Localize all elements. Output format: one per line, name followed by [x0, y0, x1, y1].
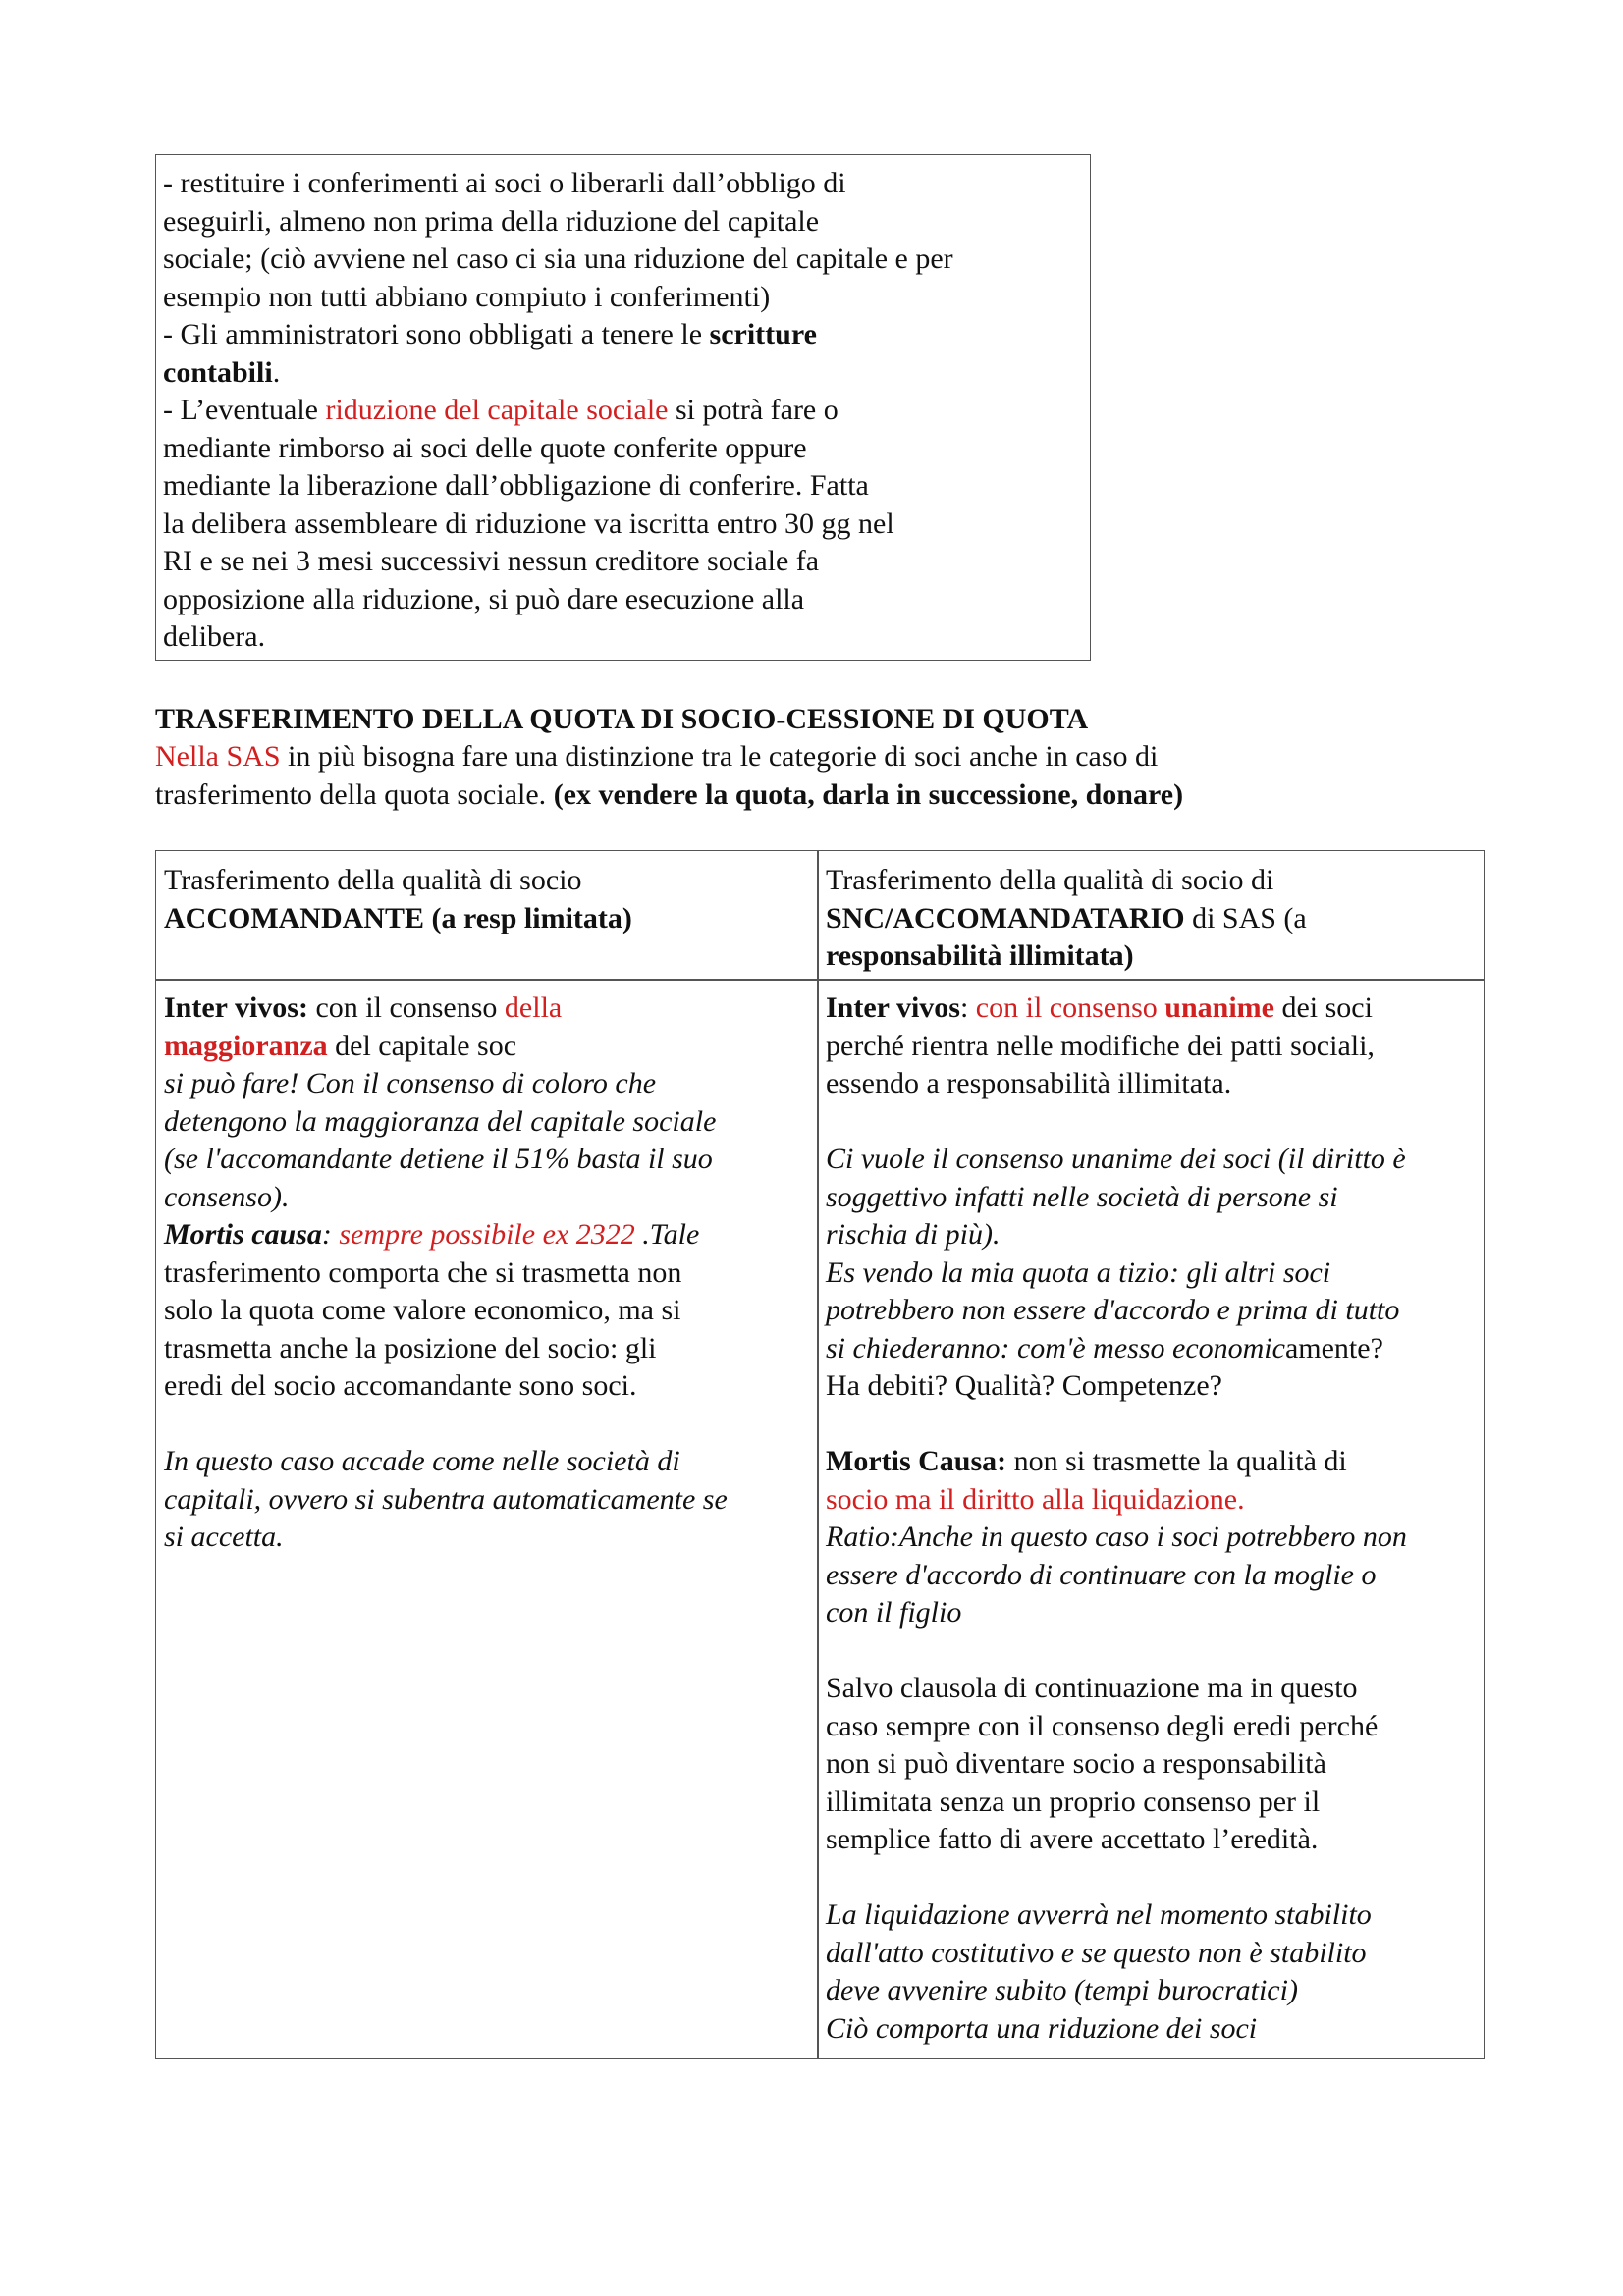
- table-header-divider: [155, 979, 1485, 981]
- spacer: [164, 1406, 807, 1444]
- text-line: Ratio:Anche in questo caso i soci potrebbero non: [826, 1521, 1407, 1554]
- text-line: mediante la liberazione dall’obbligazione di conferire. Fatta: [163, 469, 869, 502]
- text-line: eredi del socio accomandante sono soci.: [164, 1369, 637, 1402]
- text-line: non si può diventare socio a responsabilità: [826, 1747, 1326, 1781]
- text-line: detengono la maggioranza del capitale sociale: [164, 1104, 717, 1138]
- text-line: responsabilità illimitata): [826, 939, 1134, 972]
- bold-term: Inter vivos: [826, 991, 960, 1024]
- bold-term: Inter vivos:: [164, 991, 308, 1024]
- text-line: Trasferimento della qualità di socio: [164, 864, 582, 896]
- text-line: [155, 738, 1183, 776]
- text-line: rischia di più).: [826, 1218, 1001, 1252]
- text-line: Es vendo la mia quota a tizio: gli altri soci: [826, 1255, 1331, 1289]
- text-line: La liquidazione avverrà nel momento stabilito: [826, 1898, 1372, 1932]
- text-line: [826, 989, 1479, 1028]
- table-cell-accomandante: [164, 989, 807, 1557]
- text-line: [826, 1330, 1479, 1368]
- text-span: si chiederanno: com'è messo economic: [826, 1331, 1285, 1364]
- table-cell-accomandatario: [826, 989, 1479, 2048]
- table-header-accomandatario: [826, 862, 1479, 976]
- highlight-red-bold: maggioranza: [164, 1029, 328, 1062]
- text-span: amente?: [1284, 1331, 1383, 1364]
- text-span: non si trasmette la qualità di: [1006, 1445, 1347, 1478]
- text-line: [155, 776, 1183, 815]
- text-line: perché rientra nelle modifiche dei patti sociali,: [826, 1029, 1375, 1062]
- spacer: [826, 1103, 1479, 1142]
- text-line: potrebbero non essere d'accordo e prima di tutto: [826, 1294, 1400, 1327]
- text-span: con il consenso: [307, 991, 505, 1024]
- text-line: trasmetta anche la posizione del socio: gli: [164, 1331, 657, 1364]
- text-line: essere d'accordo di continuare con la moglie o: [826, 1558, 1377, 1591]
- text-span: di SAS (a: [1184, 901, 1307, 934]
- text-span: .: [272, 355, 281, 389]
- text-line: si accetta.: [164, 1521, 284, 1554]
- text-line: delibera.: [163, 620, 266, 653]
- text-line: [163, 316, 1076, 354]
- spacer: [826, 1406, 1479, 1444]
- highlight-red: Nella SAS: [155, 740, 281, 773]
- text-line: - restituire i conferimenti ai soci o liberarli dall’obbligo di: [163, 167, 846, 199]
- bold-term: contabili: [163, 355, 273, 389]
- text-line: mediante rimborso ai soci delle quote conferite oppure: [163, 431, 807, 464]
- text-span: dei soci: [1273, 991, 1373, 1024]
- text-span: .Tale: [634, 1218, 700, 1251]
- text-line: opposizione alla riduzione, si può dare esecuzione alla: [163, 582, 805, 615]
- text-span: del capitale soc: [327, 1029, 517, 1062]
- section-title: TRASFERIMENTO DELLA QUOTA DI SOCIO-CESSIONE DI QUOTA: [155, 703, 1089, 735]
- text-line: la delibera assembleare di riduzione va iscritta entro 30 gg nel: [163, 507, 894, 540]
- spacer: [826, 1859, 1479, 1897]
- table-column-divider: [817, 850, 819, 2059]
- text-line: Ciò comporta una riduzione dei soci: [826, 2011, 1258, 2045]
- text-line: Ha debiti? Qualità? Competenze?: [826, 1369, 1222, 1403]
- table-header-accomandante: [164, 862, 807, 937]
- text-line: soggettivo infatti nelle società di persone si: [826, 1180, 1338, 1213]
- text-span: in più bisogna fare una distinzione tra le categorie di soci anche in caso di: [280, 740, 1159, 773]
- text-line: In questo caso accade come nelle società di: [164, 1445, 680, 1478]
- text-line: dall'atto costitutivo e se questo non è stabilito: [826, 1936, 1367, 1969]
- text-span: :: [959, 991, 976, 1024]
- text-line: esempio non tutti abbiano compiuto i conferimenti): [163, 280, 771, 313]
- text-line: sociale; (ciò avviene nel caso ci sia una riduzione del capitale e per: [163, 242, 953, 275]
- highlight-red: riduzione del capitale sociale: [325, 394, 669, 426]
- text-span: - Gli amministratori sono obbligati a tenere le: [163, 318, 710, 350]
- text-line: semplice fatto di avere accettato l’eredità.: [826, 1823, 1319, 1856]
- text-line: trasferimento comporta che si trasmetta non: [164, 1255, 682, 1289]
- bold-term: SNC/ACCOMANDATARIO: [826, 901, 1185, 934]
- text-span: - L’eventuale: [163, 394, 326, 426]
- bold-term: (ex vendere la quota, darla in successione, donare): [553, 777, 1184, 811]
- text-span: si potrà fare o: [668, 394, 839, 426]
- text-line: [826, 1443, 1479, 1481]
- text-span: trasferimento della quota sociale.: [155, 777, 554, 811]
- text-line: consenso).: [164, 1180, 290, 1213]
- text-line: [164, 989, 807, 1028]
- text-span: :: [321, 1218, 340, 1251]
- text-line: RI e se nei 3 mesi successivi nessun creditore sociale fa: [163, 545, 820, 577]
- text-line: capitali, ovvero si subentra automaticamente se: [164, 1482, 728, 1516]
- bold-term: Mortis Causa:: [826, 1445, 1007, 1478]
- text-line: si può fare! Con il consenso di coloro che: [164, 1067, 657, 1099]
- text-line: eseguirli, almeno non prima della riduzione del capitale: [163, 204, 820, 238]
- text-line: illimitata senza un proprio consenso per il: [826, 1785, 1321, 1818]
- highlight-red: sempre possibile ex 2322: [339, 1218, 635, 1251]
- highlight-red: con il consenso: [975, 991, 1165, 1024]
- text-line: Ci vuole il consenso unanime dei soci (il diritto è: [826, 1143, 1406, 1176]
- section-intro: [155, 738, 1183, 814]
- bold-term: scritture: [709, 318, 817, 350]
- bold-term: Mortis causa: [164, 1218, 322, 1251]
- text-line: [163, 354, 1076, 393]
- text-line: [164, 1028, 807, 1066]
- text-line: solo la quota come valore economico, ma si: [164, 1294, 681, 1326]
- text-line: ACCOMANDANTE (a resp limitata): [164, 901, 632, 934]
- note-box-text: [163, 165, 1076, 657]
- text-line: con il figlio: [826, 1596, 962, 1629]
- text-line: caso sempre con il consenso degli eredi perché: [826, 1709, 1379, 1742]
- text-line: [163, 392, 1076, 430]
- highlight-red: della: [504, 991, 563, 1024]
- text-line: [164, 1216, 807, 1255]
- highlight-red-bold: unanime: [1164, 991, 1274, 1024]
- text-line: [826, 900, 1479, 938]
- text-line: deve avvenire subito (tempi burocratici): [826, 1974, 1298, 2007]
- text-line: Trasferimento della qualità di socio di: [826, 864, 1274, 896]
- spacer: [826, 1632, 1479, 1671]
- text-line: Salvo clausola di continuazione ma in questo: [826, 1672, 1358, 1705]
- text-line: essendo a responsabilità illimitata.: [826, 1067, 1232, 1099]
- text-line: (se l'accomandante detiene il 51% basta il suo: [164, 1143, 713, 1175]
- highlight-red: socio ma il diritto alla liquidazione.: [826, 1482, 1245, 1516]
